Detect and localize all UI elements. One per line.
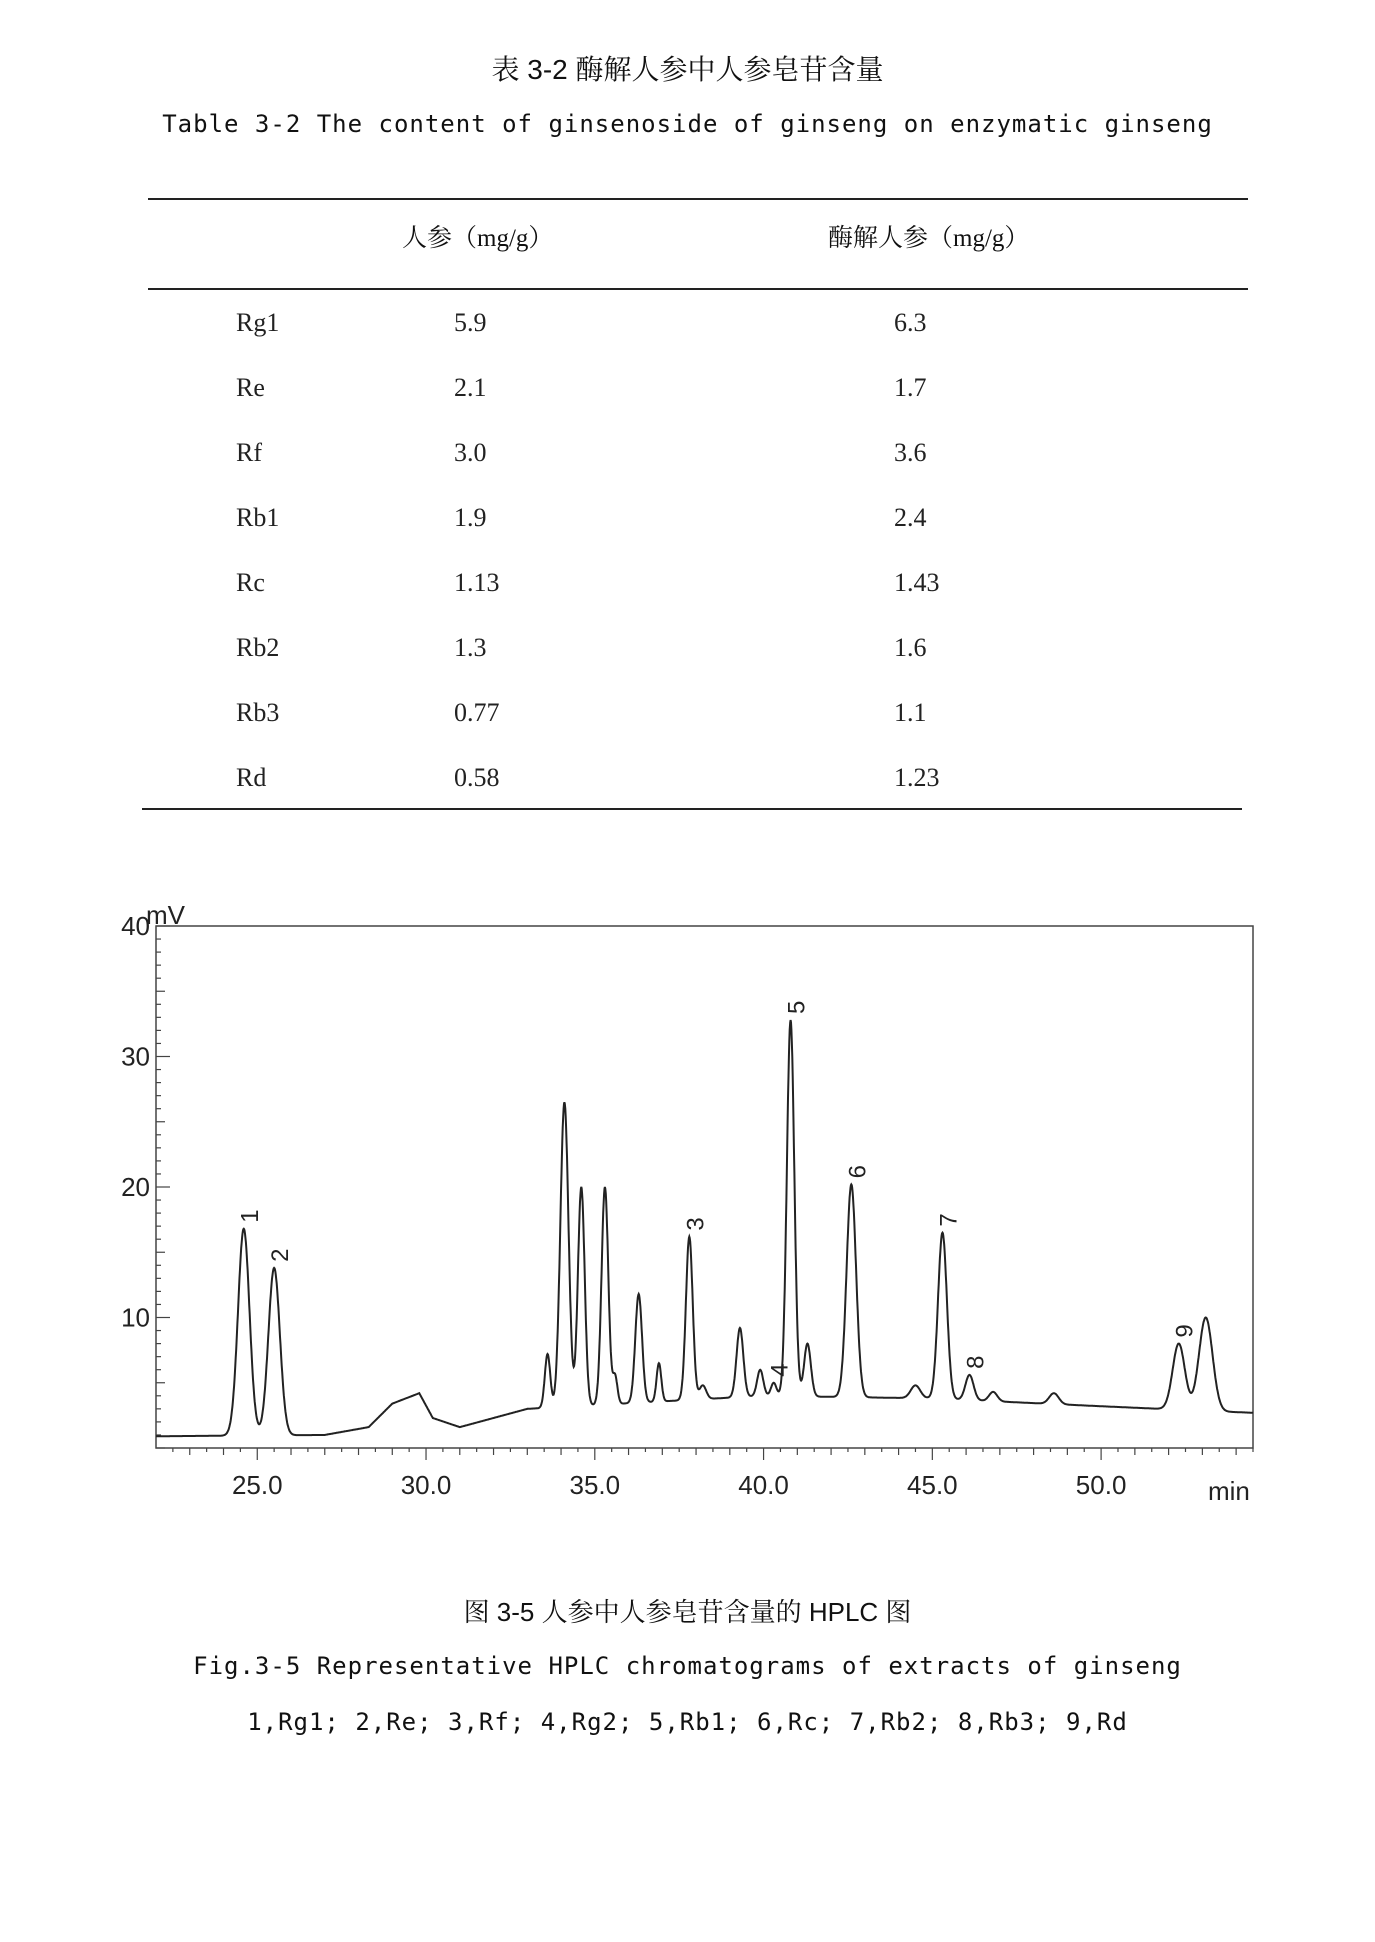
peak-labels [237, 1001, 1199, 1377]
table-cell-compound: Rf [236, 438, 262, 467]
table-cell-ginseng: 1.3 [454, 633, 487, 662]
table-cell-enzymatic: 1.23 [894, 763, 940, 792]
table-cell-ginseng: 0.58 [454, 763, 500, 792]
figure-peak-legend: 1,Rg1; 2,Re; 3,Rf; 4,Rg2; 5,Rb1; 6,Rc; 7,Rb2; 8,Rb3; 9,Rd [247, 1708, 1128, 1736]
table-cell-enzymatic: 1.1 [894, 698, 927, 727]
table-cell-ginseng: 3.0 [454, 438, 487, 467]
x-tick-label: 40.0 [738, 1470, 789, 1500]
table-title-cn: 表 3-2 酶解人参中人参皂苷含量 [491, 54, 884, 85]
plot-frame [156, 926, 1253, 1448]
x-tick-label: 50.0 [1075, 1470, 1127, 1500]
x-tick-label: 35.0 [569, 1470, 621, 1500]
table-cell-compound: Rg1 [236, 308, 280, 337]
peak-label: 1 [236, 1209, 264, 1223]
table-title-en: Table 3-2 The content of ginsenoside of ginseng on enzymatic ginseng [162, 110, 1213, 138]
table-header-ginseng: 人参（mg/g） [402, 225, 554, 252]
peak-label: 3 [682, 1217, 710, 1231]
y-tick-label: 30 [121, 1041, 150, 1072]
x-axis-unit: min [1208, 1476, 1250, 1506]
y-tick-label: 10 [121, 1302, 150, 1333]
peak-label: 5 [783, 1000, 811, 1014]
peak-label: 9 [1171, 1324, 1199, 1338]
hplc-chromatogram [100, 880, 1280, 1520]
table-cell-compound: Rb2 [236, 633, 280, 662]
y-tick-label: 40 [121, 911, 150, 941]
table-cell-enzymatic: 1.6 [894, 633, 927, 662]
table-cell-enzymatic: 3.6 [894, 438, 927, 467]
peak-label: 6 [844, 1165, 872, 1179]
table-cell-compound: Rb3 [236, 698, 280, 727]
x-axis [173, 1448, 1253, 1500]
table-cell-compound: Rc [236, 568, 265, 597]
table-cell-enzymatic: 1.7 [894, 373, 927, 402]
peak-label: 2 [267, 1248, 295, 1262]
y-axis [121, 911, 170, 1448]
figure-caption-cn: 图 3-5 人参中人参皂苷含量的 HPLC 图 [463, 1597, 912, 1627]
table-bottom-rule [142, 808, 1242, 810]
table-cell-ginseng: 0.77 [454, 698, 500, 727]
figure-caption-en: Fig.3-5 Representative HPLC chromatograms of extracts of ginseng [193, 1652, 1182, 1680]
table-cell-ginseng: 2.1 [454, 373, 487, 402]
y-axis-unit: mV [146, 900, 185, 930]
y-tick-label: 20 [121, 1172, 150, 1202]
table-cell-compound: Re [236, 373, 265, 402]
table-cell-ginseng: 1.9 [454, 503, 487, 532]
table-cell-enzymatic: 1.43 [894, 568, 940, 597]
table-cell-compound: Rd [236, 763, 267, 792]
table-top-rule [148, 198, 1248, 200]
x-tick-label: 25.0 [231, 1470, 283, 1500]
table-cell-ginseng: 1.13 [454, 568, 500, 597]
peak-label: 4 [766, 1363, 794, 1377]
x-tick-label: 45.0 [907, 1470, 958, 1500]
table-cell-enzymatic: 2.4 [894, 503, 927, 532]
table-header-enzymatic: 酶解人参（mg/g） [828, 225, 1030, 252]
x-tick-label: 30.0 [400, 1470, 452, 1500]
table-cell-compound: Rb1 [236, 503, 280, 532]
table-header-rule [148, 288, 1248, 290]
table-cell-enzymatic: 6.3 [894, 308, 927, 337]
peak-label: 8 [962, 1355, 990, 1369]
peak-label: 7 [935, 1213, 963, 1227]
table-cell-ginseng: 5.9 [454, 308, 487, 337]
